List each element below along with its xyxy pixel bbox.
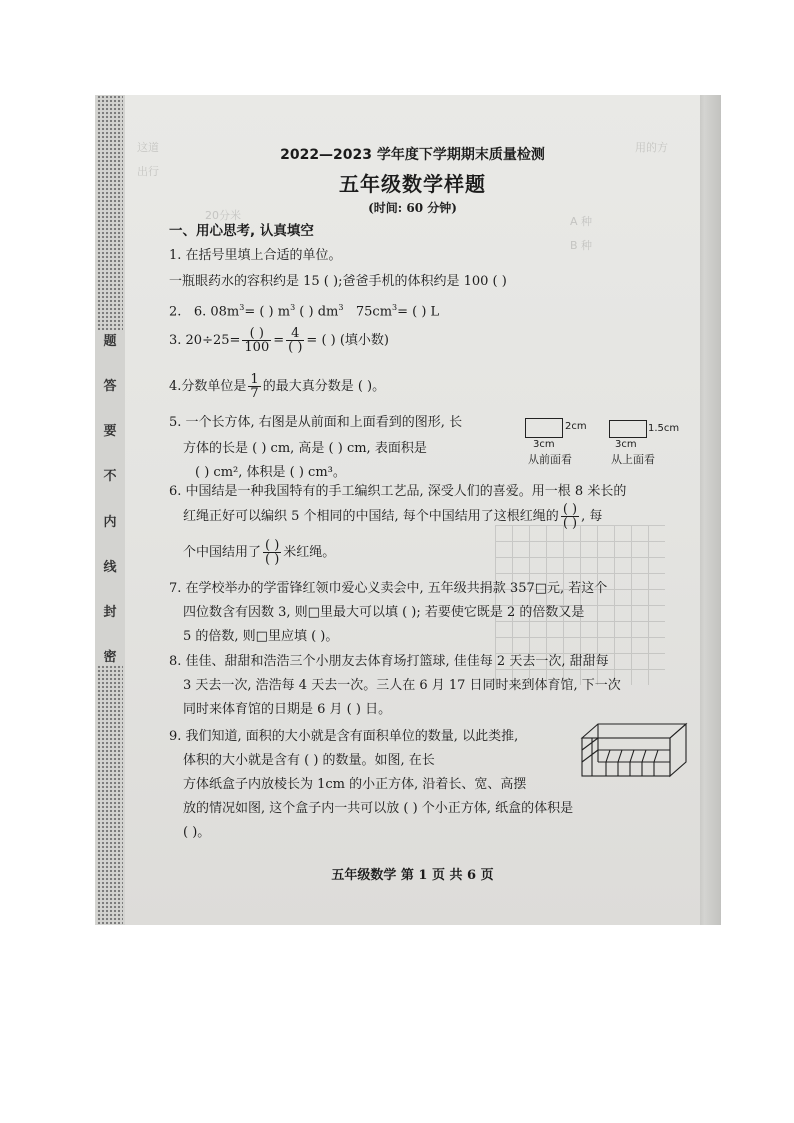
binding-holes-bottom <box>97 665 123 925</box>
question-1-line: 一瓶眼药水的容积约是 15 ( );爸爸手机的体积约是 100 ( ) <box>169 274 507 289</box>
question-7-line-1: 7. 在学校举办的学雷锋红领巾爱心义卖会中, 五年级共捐款 357□元, 若这个 <box>169 581 608 596</box>
top-view-side-label: 1.5cm <box>648 423 680 434</box>
fraction-denominator: 7 <box>250 386 259 401</box>
question-9-line-5: ( )。 <box>183 825 211 840</box>
cube-box-figure <box>580 720 690 780</box>
seal-char: 密 <box>103 649 117 665</box>
question-7-line-3: 5 的倍数, 则□里应填 ( )。 <box>183 629 339 644</box>
question-6-line-3-right: 米红绳。 <box>283 545 336 560</box>
question-4-rest: 的最大真分数是 ( )。 <box>262 379 386 394</box>
seal-char: 不 <box>103 469 117 485</box>
question-2-num: 2. <box>169 304 182 320</box>
question-7-line-2: 四位数含有因数 3, 则□里最大可以填 ( ); 若要使它既是 2 的倍数又是 <box>183 605 585 620</box>
question-8-line-1: 8. 佳佳、甜甜和浩浩三个小朋友去体育场打篮球, 佳佳每 2 天去一次, 甜甜每 <box>169 654 609 669</box>
bleed-through-text: B 种 <box>570 239 593 252</box>
scanned-photo <box>95 95 721 925</box>
binding-holes-top <box>97 95 123 330</box>
top-view-caption: 从上面看 <box>611 453 655 466</box>
question-6-line-3 <box>183 539 335 567</box>
seal-char: 内 <box>103 514 117 530</box>
question-5-line-3: ( ) cm², 体积是 ( ) cm³。 <box>195 465 346 480</box>
seal-char: 要 <box>103 424 117 440</box>
front-view-rectangle <box>525 418 563 438</box>
fraction-denominator: ( ) <box>288 340 303 355</box>
seal-char: 线 <box>103 559 117 575</box>
question-6-line-3-left: 个中国结用了 <box>183 545 262 560</box>
top-view-bottom-label: 3cm <box>615 439 637 450</box>
question-3 <box>169 327 389 355</box>
front-view-side-label: 2cm <box>565 421 587 432</box>
question-5-line-2: 方体的长是 ( ) cm, 高是 ( ) cm, 表面积是 <box>183 441 427 456</box>
page-footer: 五年级数学 第 1 页 共 6 页 <box>331 868 494 883</box>
question-3-left: 3. 20÷25= <box>169 333 241 348</box>
fraction-numerator: ( ) <box>562 502 578 517</box>
front-view-caption: 从前面看 <box>528 453 572 466</box>
equals-sign: = <box>273 333 285 348</box>
seal-char: 答 <box>103 379 117 395</box>
question-2-part: = ( ) L <box>397 304 440 320</box>
question-8-line-2: 3 天去一次, 浩浩每 4 天去一次。三人在 6 月 17 日同时来到体育馆, 下一次 <box>183 678 621 693</box>
question-2-part: = ( ) m <box>244 304 291 320</box>
fraction-denominator: ( ) <box>265 552 280 567</box>
question-6-line-2-text: 红绳正好可以编织 5 个相同的中国结, 每个中国结用了这根红绳的 <box>183 509 559 524</box>
question-2: 2. 6. $08m^3=$ ( ) $m^3$ ( ) $dm^3$ $75cm^3=$ ( ) L <box>169 303 440 320</box>
seal-char: 封 <box>103 604 117 620</box>
bleed-through-text: A 种 <box>570 215 593 228</box>
exam-paper <box>125 95 700 925</box>
front-view-bottom-label: 3cm <box>533 439 555 450</box>
question-6-line-2 <box>183 503 602 531</box>
section-heading: 一、用心思考, 认真填空 <box>169 223 314 239</box>
top-view-rectangle <box>609 420 647 438</box>
fraction-numerator: ( ) <box>242 327 271 341</box>
question-2-part: 75cm <box>355 304 393 320</box>
question-1-stem: 1. 在括号里填上合适的单位。 <box>169 248 342 263</box>
question-9-line-3: 方体纸盒子内放棱长为 1cm 的小正方体, 沿着长、宽、高摆 <box>183 777 527 792</box>
question-6-line-1: 6. 中国结是一种我国特有的手工编织工艺品, 深受人们的喜爱。用一根 8 米长的 <box>169 484 627 499</box>
fraction-numerator: 1 <box>250 372 259 387</box>
question-5-line-1: 5. 一个长方体, 右图是从前面和上面看到的图形, 长 <box>169 415 463 430</box>
bleed-through-text: 20分米 <box>205 209 241 222</box>
exam-time: (时间: 60 分钟) <box>368 201 457 215</box>
exam-year-title: 2022—2023 学年度下学期期末质量检测 <box>280 147 545 163</box>
question-4 <box>169 373 385 401</box>
fraction-denominator: 100 <box>244 340 270 355</box>
bleed-through-text: 出行 <box>137 165 159 178</box>
bleed-through-text: 这道 <box>137 141 159 154</box>
question-3-rest: = ( ) (填小数) <box>306 333 389 348</box>
question-9-line-1: 9. 我们知道, 面积的大小就是含有面积单位的数量, 以此类推, <box>169 729 519 744</box>
fraction-numerator: ( ) <box>265 538 280 553</box>
question-2-part: 6. 08m <box>193 304 240 320</box>
question-4-left: 4.分数单位是 <box>169 379 247 394</box>
exam-title: 五年级数学样题 <box>339 172 486 196</box>
question-2-part: ( ) dm <box>295 304 339 320</box>
question-8-line-3: 同时来体育馆的日期是 6 月 ( ) 日。 <box>183 702 392 717</box>
seal-char: 题 <box>103 334 117 349</box>
fraction-denominator: ( ) <box>562 516 578 531</box>
binding-edge <box>95 95 125 925</box>
seal-line-text <box>103 330 117 665</box>
fraction-numerator: 4 <box>286 327 304 341</box>
bleed-through-text: 用的方 <box>635 141 668 154</box>
question-9-line-2: 体积的大小就是含有 ( ) 的数量。如图, 在长 <box>183 753 435 768</box>
question-6-line-2-end: , 每 <box>581 509 603 524</box>
question-9-line-4: 放的情况如图, 这个盒子内一共可以放 ( ) 个小正方体, 纸盒的体积是 <box>183 801 574 816</box>
